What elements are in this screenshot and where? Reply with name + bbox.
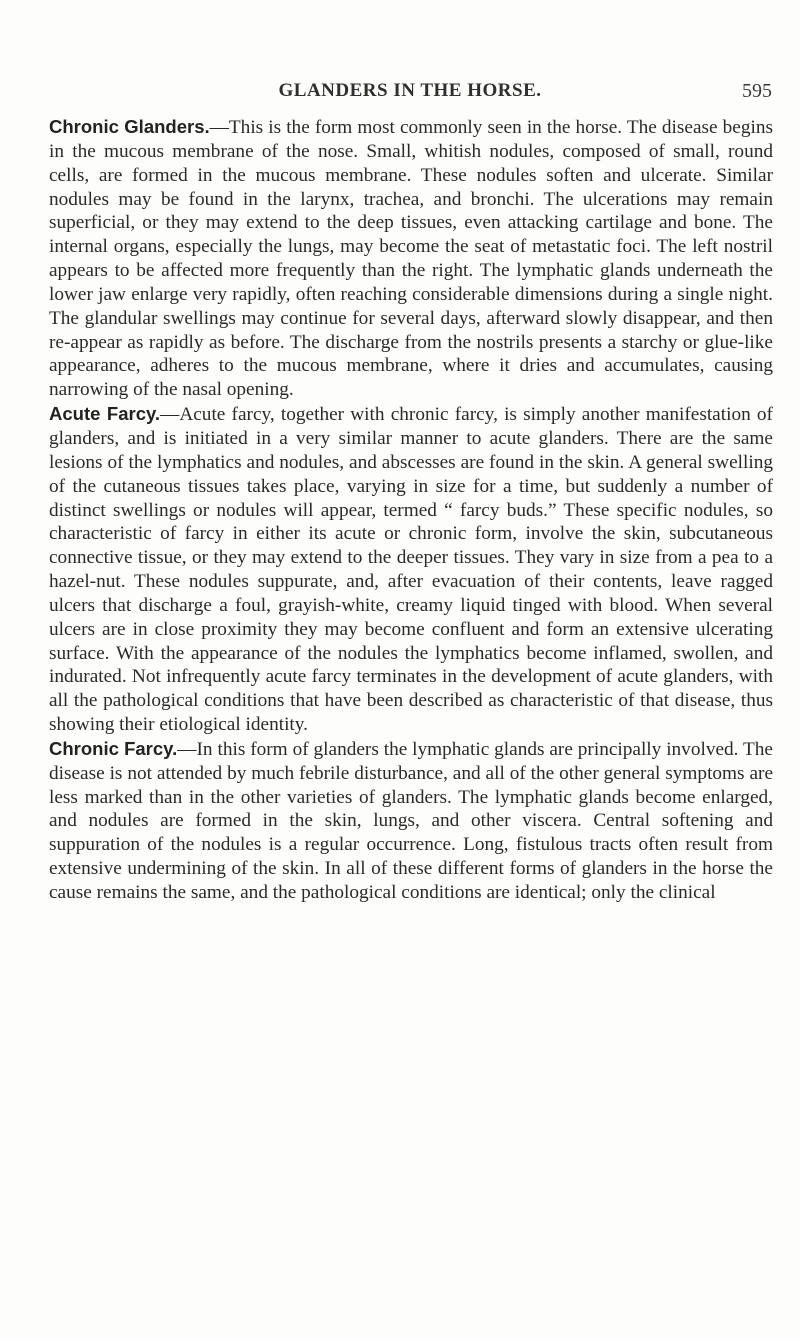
section-heading: Acute Farcy. xyxy=(49,403,161,425)
paragraph-chronic-glanders xyxy=(49,115,773,402)
paragraph-text: —Acute farcy, together with chronic farcy, is simply another manifestation of glanders, and is initiated in a very similar manner to acute glanders. There are the same lesions of the lymphatics and nodules, and abscesses are found in the skin. A general swelling of the cutaneous tissues takes place, varying in size for a time, but suddenly a number of distinct swellings or nodules will appear, termed “ farcy buds.” These specific nodules, so characteristic of farcy in either its acute or chronic form, involve the skin, subcutaneous connective tissue, or they may extend to the deeper tissues. They vary in size from a pea to a hazel-nut. These nodules suppurate, and, after evacuation of their contents, leave ragged ulcers that discharge a foul, grayish-white, creamy liquid tinged with blood. When several ulcers are in close proximity they may become confluent and form an extensive ulcerating surface. With the appearance of the nodules the lymphatics become inflamed, swollen, and indurated. Not infrequently acute farcy terminates in the development of acute glanders, with all the pathological conditions that have been described as characteristic of that disease, thus showing their etiological identity. xyxy=(49,404,773,736)
paragraph-chronic-farcy xyxy=(49,737,773,905)
section-heading: Chronic Glanders. xyxy=(49,116,210,137)
running-title: GLANDERS IN THE HORSE. xyxy=(278,80,542,101)
section-heading: Chronic Farcy. xyxy=(49,737,178,759)
paragraph-text: —In this form of glanders the lymphatic glands are principally involved. The disease is not attended by much febrile disturbance, and all of the other general symptoms are less marked than in the other varieties of glanders. The lymphatic glands become enlarged, and nodules are formed in the skin, lungs, and other viscera. Central softening and suppuration of the nodules is a regular occurrence. Long, fistulous tracts often result from extensive undermining of the skin. In all of these different forms of glanders in the horse the cause remains the same, and the pathological conditions are identical; only the clinical xyxy=(49,738,773,903)
paragraph-acute-farcy xyxy=(49,402,773,737)
page-number: 595 xyxy=(742,80,772,102)
paragraph-text: —This is the form most commonly seen in the horse. The disease begins in the mucous membrane of the nose. Small, whitish nodules, composed of small, round cells, are formed in the mucous membrane. These nodules soften and ulcerate. Similar nodules may be found in the larynx, trachea, and bronchi. The ulcerations may remain superficial, or they may extend to the deep tissues, even attacking cartilage and bone. The internal organs, especially the lungs, may become the seat of metastatic foci. The left nostril appears to be affected more frequently than the right. The lymphatic glands underneath the lower jaw enlarge very rapidly, often reaching considerable dimensions during a single night. The glandular swellings may continue for several days, afterward slowly disappear, and then re-appear as rapidly as before. The discharge from the nostrils presents a starchy or glue-like appearance, adheres to the mucous membrane, where it dries and accumulates, causing narrowing of the nasal opening. xyxy=(49,117,773,401)
running-head xyxy=(48,80,772,108)
body-text xyxy=(49,115,773,905)
